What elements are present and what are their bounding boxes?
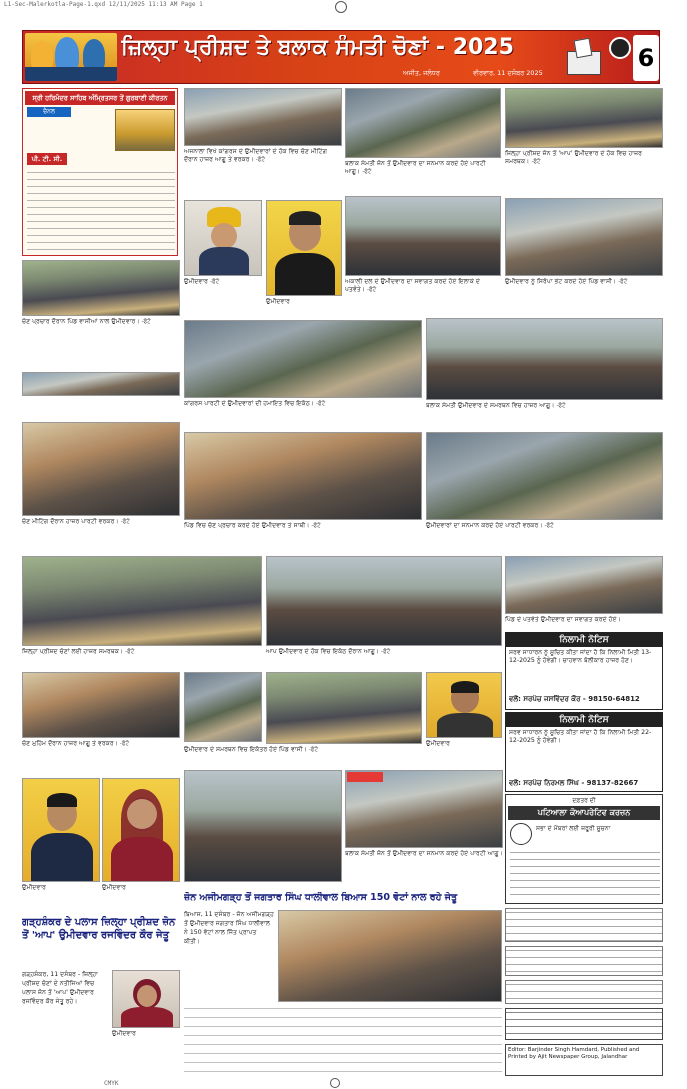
golden-temple-image	[115, 109, 175, 151]
candidate-portrait	[184, 200, 262, 276]
news-photo	[184, 672, 262, 742]
candidate-portrait	[112, 970, 180, 1028]
photo-caption: ਪਿੰਡ ਵਿਚ ਚੋਣ ਪ੍ਰਚਾਰ ਕਰਦੇ ਹੋਏ ਉਮੀਦਵਾਰ ਤੇ ਸਾਥੀ। -ਫੋਟੋ	[184, 522, 321, 529]
gurbani-subhead: ਚੈਨਲ	[27, 107, 71, 117]
photo-caption: ਆਪ ਉਮੀਦਵਾਰ ਦੇ ਹੱਕ ਵਿਚ ਇਕੱਠ ਦੌਰਾਨ ਆਗੂ। -ਫੋਟੋ	[266, 648, 391, 655]
page-number: 6	[633, 35, 659, 81]
story-body: ਗੜ੍ਹਸ਼ੰਕਰ, 11 ਦਸੰਬਰ - ਜ਼ਿਲ੍ਹਾ ਪ੍ਰੀਸ਼ਦ ਚੋਣਾਂ ਦੇ ਨਤੀਜਿਆਂ ਵਿਚ ਪਲਾਸ ਜ਼ੋਨ ਤੋਂ 'ਆਪ' ਉਮੀਦਵਾਰ ਰਜਵਿੰਦਰ ਕੌਰ ਜੇਤੂ ਰਹੇ।	[22, 971, 98, 1005]
portrait-caption: ਉਮੀਦਵਾਰ -ਫੋਟੋ	[184, 278, 220, 285]
news-photo	[184, 320, 422, 398]
news-photo	[184, 432, 422, 520]
seal-icon	[510, 823, 532, 845]
ballot-box-icon	[563, 37, 607, 77]
news-photo	[345, 88, 501, 158]
news-photo	[266, 672, 422, 744]
photo-caption: ਅਜਨਾਲਾ ਵਿਖੇ ਕਾਂਗਰਸ ਦੇ ਉਮੀਦਵਾਰਾਂ ਦੇ ਹੱਕ ਵਿਚ ਚੋਣ ਮੀਟਿੰਗ ਦੌਰਾਨ ਹਾਜ਼ਰ ਆਗੂ ਤੇ ਵਰਕਰ। -ਫੋਟੋ	[184, 148, 328, 163]
photo-caption: ਜ਼ਿਲ੍ਹਾ ਪ੍ਰੀਸ਼ਦ ਜ਼ੋਨ ਤੋਂ 'ਆਪ' ਉਮੀਦਵਾਰ ਦੇ ਹੱਕ ਵਿਚ ਹਾਜ਼ਰ ਸਮਰਥਕ। -ਫੋਟੋ	[505, 150, 642, 165]
notice-contact: ਵਲੋਂ: ਸਰਪੰਚ ਨਿਰਮਲ ਸਿੰਘ - 98137-82667	[509, 779, 639, 787]
page-title: ਜ਼ਿਲ੍ਹਾ ਪ੍ਰੀਸ਼ਦ ਤੇ ਬਲਾਕ ਸੰਮਤੀ ਚੋਣਾਂ - 2025	[121, 35, 514, 60]
auction-notice	[505, 712, 663, 792]
story-headline: ਗੜ੍ਹਸ਼ੰਕਰ ਦੇ ਪਲਾਸ ਜ਼ਿਲ੍ਹਾ ਪ੍ਰੀਸ਼ਦ ਜ਼ੋਨ ਤੋਂ 'ਆਪ' ਉਮੀਦਵਾਰ ਰਜਵਿੰਦਰ ਕੌਰ ਜੇਤੂ	[22, 917, 176, 941]
imprint-line: Editor: Barjinder Singh Hamdard, Published and Printed by Ajit Newspaper Group, Jalandhar	[505, 1044, 663, 1076]
photo-caption: ਕਾਂਗਰਸ ਪਾਰਟੀ ਦੇ ਉਮੀਦਵਾਰਾਂ ਦੀ ਹਮਾਇਤ ਵਿਚ ਇਕੱਠ। -ਫੋਟੋ	[184, 400, 326, 407]
page-slug: L1-Sec-Malerkotla-Page-1.qxd 12/11/2025 11:13 AM Page 1	[4, 1, 203, 8]
story-headline: ਜ਼ੋਨ ਅਜੀਮਗੜ੍ਹ ਤੋਂ ਜਗਤਾਰ ਸਿੰਘ ਧਾਲੀਵਾਲ ਬਿਆਸ 150 ਵੋਟਾਂ ਨਾਲ ਰਹੇ ਜੇਤੂ	[184, 892, 458, 903]
classified-box	[505, 946, 663, 976]
notice-body: ਸਰਵ ਸਾਧਾਰਨ ਨੂੰ ਸੂਚਿਤ ਕੀਤਾ ਜਾਂਦਾ ਹੈ ਕਿ ਨਿਲਾਮੀ ਮਿਤੀ 13-12-2025 ਨੂੰ ਹੋਵੇਗੀ। ਚਾਹਵਾਨ ਬੋਲੀਕਾਰ ਹਾਜ਼ਰ ਹੋਣ।	[509, 649, 652, 664]
gurbani-heading: ਸ੍ਰੀ ਹਰਿਮੰਦਰ ਸਾਹਿਬ ਅੰਮ੍ਰਿਤਸਰ ਤੋਂ ਗੁਰਬਾਣੀ ਕੀਰਤਨ	[25, 91, 175, 105]
photo-caption: ਉਮੀਦਵਾਰ ਦੇ ਸਮਰਥਨ ਵਿਚ ਇਕੱਤਰ ਹੋਏ ਪਿੰਡ ਵਾਸੀ। -ਫੋਟੋ	[184, 746, 319, 753]
candidate-portrait	[266, 200, 342, 296]
notice-contact: ਵਲੋਂ: ਸਰਪੰਚ ਜਸਵਿੰਦਰ ਕੌਰ - 98150-64812	[509, 695, 640, 703]
news-photo	[278, 910, 502, 1002]
photo-caption: ਜ਼ਿਲ੍ਹਾ ਪ੍ਰੀਸ਼ਦ ਚੋਣਾਂ ਲਈ ਹਾਜ਼ਰ ਸਮਰਥਕ। -ਫੋਟੋ	[22, 648, 135, 655]
news-photo	[505, 198, 663, 276]
photo-caption: ਬਲਾਕ ਸੰਮਤੀ ਜ਼ੋਨ ਤੋਂ ਉਮੀਦਵਾਰ ਦਾ ਸਨਮਾਨ ਕਰਦੇ ਹੋਏ ਪਾਰਟੀ ਆਗੂ। -ਫੋਟੋ	[345, 160, 486, 175]
ad-title: ਪਟਿਆਲਾ ਕੋਆਪਰੇਟਿਵ ਕਰਜ਼ਨ	[508, 806, 660, 820]
masthead-leaders-photo	[25, 33, 117, 81]
edition-label: ਅਜੀਤ, ਜਲੰਧਰ	[403, 69, 440, 77]
gurbani-box	[22, 88, 178, 256]
portrait-caption: ਉਮੀਦਵਾਰ	[426, 740, 450, 747]
news-photo	[266, 556, 502, 646]
portrait-caption: ਉਮੀਦਵਾਰ	[102, 884, 126, 891]
photo-caption: ਚੋਣ ਮੀਟਿੰਗ ਦੌਰਾਨ ਹਾਜ਼ਰ ਪਾਰਟੀ ਵਰਕਰ। -ਫੋਟੋ	[22, 518, 130, 525]
ad-body: ਸਭਾ ਦੇ ਮੈਂਬਰਾਂ ਲਈ ਜ਼ਰੂਰੀ ਸੂਚਨਾ	[536, 825, 611, 832]
photo-caption: ਬਲਾਕ ਸੰਮਤੀ ਉਮੀਦਵਾਰ ਦੇ ਸਮਰਥਨ ਵਿਚ ਹਾਜ਼ਰ ਆਗੂ। -ਫੋਟੋ	[426, 402, 566, 409]
news-photo	[22, 422, 180, 516]
portrait-caption: ਉਮੀਦਵਾਰ	[22, 884, 46, 891]
news-photo	[22, 556, 262, 646]
portrait-caption: ਉਮੀਦਵਾਰ	[112, 1030, 136, 1037]
ad-table	[510, 849, 660, 901]
news-photo	[505, 556, 663, 614]
notice-title: ਨਿਲਾਮੀ ਨੋਟਿਸ	[506, 633, 662, 647]
news-photo	[22, 260, 180, 316]
news-photo	[505, 88, 663, 148]
registration-mark	[330, 1078, 340, 1088]
story-continuation-text	[184, 1004, 502, 1072]
photo-caption: ਚੋਣ ਮੁਹਿੰਮ ਦੌਰਾਨ ਹਾਜ਼ਰ ਆਗੂ ਤੇ ਵਰਕਰ। -ਫੋਟੋ	[22, 740, 130, 747]
news-photo	[426, 432, 663, 520]
ad-top-line: ਦਫ਼ਤਰ ਦੀ	[572, 797, 596, 804]
news-photo	[22, 672, 180, 738]
photo-caption: ਉਮੀਦਵਾਰਾਂ ਦਾ ਸਨਮਾਨ ਕਰਦੇ ਹੋਏ ਪਾਰਟੀ ਵਰਕਰ। -ਫੋਟੋ	[426, 522, 554, 529]
cooperative-ad	[505, 794, 663, 904]
registration-mark	[335, 1, 347, 13]
portrait-caption: ਉਮੀਦਵਾਰ	[266, 298, 290, 305]
news-photo	[184, 88, 342, 146]
notice-box	[505, 1008, 663, 1040]
news-photo	[184, 770, 342, 882]
photo-caption: ਚੋਣ ਪ੍ਰਚਾਰ ਦੌਰਾਨ ਪਿੰਡ ਵਾਸੀਆਂ ਨਾਲ ਉਮੀਦਵਾਰ। -ਫੋਟੋ	[22, 318, 151, 325]
photo-caption: ਉਮੀਦਵਾਰ ਨੂੰ ਸਿਰੋਪਾ ਭੇਟ ਕਰਦੇ ਹੋਏ ਪਿੰਡ ਵਾਸੀ। -ਫੋਟੋ	[505, 278, 628, 285]
photo-caption: ਅਕਾਲੀ ਦਲ ਦੇ ਉਮੀਦਵਾਰ ਦਾ ਸਵਾਗਤ ਕਰਦੇ ਹੋਏ ਇਲਾਕੇ ਦੇ ਪਤਵੰਤੇ। -ਫੋਟੋ	[345, 278, 481, 293]
channel-label: ਪੀ. ਟੀ. ਸੀ.	[27, 153, 67, 165]
photo-caption: ਪਿੰਡ ਦੇ ਪਤਵੰਤੇ ਉਮੀਦਵਾਰ ਦਾ ਸਵਾਗਤ ਕਰਦੇ ਹੋਏ।	[505, 616, 621, 623]
photo-caption: ਬਲਾਕ ਸੰਮਤੀ ਜ਼ੋਨ ਤੋਂ ਉਮੀਦਵਾਰ ਦਾ ਸਨਮਾਨ ਕਰਦੇ ਹੋਏ ਪਾਰਟੀ ਆਗੂ।	[345, 850, 503, 857]
masthead-banner	[22, 30, 660, 84]
auction-notice	[505, 632, 663, 710]
color-bar-label: CMYK	[104, 1080, 119, 1087]
news-photo	[22, 372, 180, 396]
banner-sign	[347, 772, 383, 782]
tick-icon	[609, 37, 631, 59]
candidate-portrait	[426, 672, 502, 738]
notice-title: ਨਿਲਾਮੀ ਨੋਟਿਸ	[506, 713, 662, 727]
story-body: ਬਿਆਸ, 11 ਦਸੰਬਰ - ਜ਼ੋਨ ਅਜੀਮਗੜ੍ਹ ਤੋਂ ਉਮੀਦਵਾਰ ਜਗਤਾਰ ਸਿੰਘ ਧਾਲੀਵਾਲ ਨੇ 150 ਵੋਟਾਂ ਨਾਲ ਜਿੱਤ ਪ੍ਰਾਪਤ ਕੀਤੀ।	[184, 911, 274, 945]
classified-box	[505, 908, 663, 942]
gurbani-schedule-text	[27, 169, 175, 253]
candidate-portrait	[102, 778, 180, 882]
candidate-portrait	[22, 778, 100, 882]
news-photo	[426, 318, 663, 400]
notice-body: ਸਰਵ ਸਾਧਾਰਨ ਨੂੰ ਸੂਚਿਤ ਕੀਤਾ ਜਾਂਦਾ ਹੈ ਕਿ ਨਿਲਾਮੀ ਮਿਤੀ 22-12-2025 ਨੂੰ ਹੋਵੇਗੀ।	[509, 729, 652, 744]
news-photo	[345, 196, 501, 276]
classified-box	[505, 980, 663, 1004]
issue-date: ਵੀਰਵਾਰ, 11 ਦਸੰਬਰ 2025	[473, 69, 543, 77]
